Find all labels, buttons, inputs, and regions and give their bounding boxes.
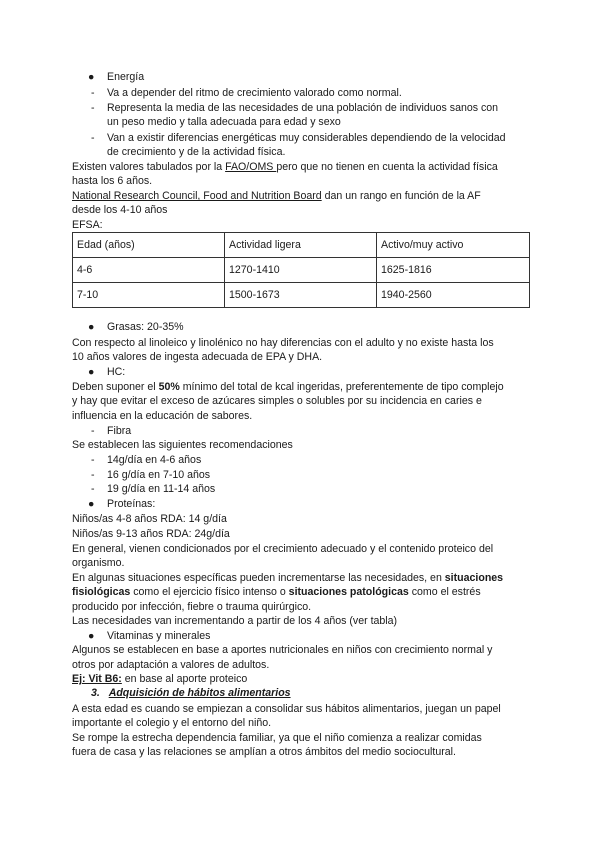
energy-table: [72, 232, 530, 308]
paragraph-line: desde los 4-10 años: [72, 204, 168, 216]
paragraph-line: Niños/as 9-13 años RDA: 24g/día: [72, 528, 230, 540]
table-header-cell: Edad (años): [73, 233, 225, 258]
paragraph-line: Se rompe la estrecha dependencia familiar, ya que el niño comienza a realizar comidas: [72, 732, 482, 744]
paragraph-line: [72, 160, 498, 174]
paragraph-line: otros por adaptación a valores de adultos.: [72, 659, 270, 671]
fibra-item: 16 g/día en 7-10 años: [107, 469, 211, 481]
bullet-dot: ●: [88, 498, 95, 510]
bullet-dot: ●: [88, 366, 95, 378]
paragraph-line: fuera de casa y las relaciones se amplían a otros ámbitos del medio sociocultural.: [72, 746, 456, 758]
paragraph-line: 10 años valores de ingesta adecuada de EPA y DHA.: [72, 351, 323, 363]
bold-text: situaciones: [444, 572, 504, 584]
paragraph-line: influencia en la educación de sabores.: [72, 410, 253, 422]
fibra-title: Fibra: [107, 425, 132, 437]
paragraph-line: Con respecto al linoleico y linolénico no hay diferencias con el adulto y no existe hasta los: [72, 337, 494, 349]
energia-item: Representa la media de las necesidades de una población de individuos sanos con: [107, 102, 499, 114]
text: en base al aporte proteico: [121, 673, 248, 685]
paragraph-line: Algunos se establecen en base a aportes nutricionales en niños con crecimiento normal y: [72, 644, 493, 656]
bullet-dot: ●: [88, 630, 95, 642]
hc-title: HC:: [107, 366, 126, 378]
dash-marker: -: [91, 87, 95, 99]
text: como el ejercicio físico intenso o: [130, 586, 289, 598]
table-cell: 1270-1410: [225, 258, 377, 283]
paragraph-line: producido por infección, fiebre o trauma quirúrgico.: [72, 601, 312, 613]
text: Existen valores tabulados por la: [72, 161, 226, 173]
section-title: Adquisición de hábitos alimentarios: [108, 687, 291, 699]
bold-text: fisiológicas: [72, 586, 131, 598]
efsa-label: EFSA:: [72, 219, 103, 231]
paragraph-line: [72, 585, 481, 599]
dash-marker: -: [91, 483, 95, 495]
paragraph-line: A esta edad es cuando se empiezan a consolidar sus hábitos alimentarios, juegan un papel: [72, 703, 501, 715]
table-header-cell: Activo/muy activo: [377, 233, 530, 258]
dash-marker: -: [91, 469, 95, 481]
energia-item: Va a depender del ritmo de crecimiento valorado como normal.: [107, 87, 402, 99]
text: como el estrés: [408, 586, 481, 598]
energia-title: Energía: [107, 71, 145, 83]
dash-marker: -: [91, 132, 95, 144]
dash-marker: -: [91, 454, 95, 466]
dash-marker: -: [91, 102, 95, 114]
paragraph-line: [72, 672, 247, 686]
paragraph-line: Niños/as 4-8 años RDA: 14 g/día: [72, 513, 227, 525]
paragraph-line: Se establecen las siguientes recomendaciones: [72, 439, 293, 451]
paragraph-line: hasta los 6 años.: [72, 175, 153, 187]
table-header-row: [73, 233, 530, 258]
paragraph-line: y hay que evitar el exceso de azúcares simples o solubles por su incidencia en caries e: [72, 395, 482, 407]
text: Deben suponer el: [72, 381, 159, 393]
fao-oms-link[interactable]: FAO/OMS: [225, 161, 277, 173]
section-number: 3.: [91, 687, 100, 699]
text: En algunas situaciones específicas pueden incrementarse las necesidades, en: [72, 572, 445, 584]
fibra-item: 14g/día en 4-6 años: [107, 454, 202, 466]
paragraph-line: organismo.: [72, 557, 125, 569]
table-row: [73, 283, 530, 308]
paragraph-line: En general, vienen condicionados por el crecimiento adecuado y el contenido proteico del: [72, 543, 494, 555]
dash-marker: -: [91, 425, 95, 437]
table-cell: 7-10: [73, 283, 225, 308]
grasas-title: Grasas: 20-35%: [107, 321, 184, 333]
table-cell: 1940-2560: [377, 283, 530, 308]
paragraph-line: [72, 189, 481, 203]
fibra-item: 19 g/día en 11-14 años: [107, 483, 216, 495]
text: pero que no tienen en cuenta la actividad física: [276, 161, 498, 173]
paragraph-line: [72, 380, 504, 394]
vitaminas-title: Vitaminas y minerales: [107, 630, 211, 642]
table-header-cell: Actividad ligera: [225, 233, 377, 258]
energia-item: de crecimiento y de la actividad física.: [107, 146, 286, 158]
energia-item: un peso medio y talla adecuada para edad y sexo: [107, 116, 341, 128]
paragraph-line: Las necesidades van incrementando a partir de los 4 años (ver tabla): [72, 615, 398, 627]
bold-text: situaciones patológicas: [288, 586, 409, 598]
section-heading: [91, 686, 291, 700]
proteinas-title: Proteínas:: [107, 498, 156, 510]
table-cell: 1625-1816: [377, 258, 530, 283]
table-cell: 4-6: [73, 258, 225, 283]
bullet-dot: ●: [88, 71, 95, 83]
bold-text: Ej: Vit B6:: [72, 673, 122, 685]
table-cell: 1500-1673: [225, 283, 377, 308]
text: mínimo del total de kcal ingeridas, preferentemente de tipo complejo: [179, 381, 504, 393]
table-row: [73, 258, 530, 283]
nrc-link[interactable]: National Research Council, Food and Nutrition Board: [72, 190, 322, 202]
text: dan un rango en función de la AF: [321, 190, 481, 202]
energia-item: Van a existir diferencias energéticas muy considerables dependiendo de la velocidad: [107, 132, 506, 144]
bullet-dot: ●: [88, 321, 95, 333]
bold-text: 50%: [158, 381, 180, 393]
paragraph-line: importante el colegio y el entorno del niño.: [72, 717, 272, 729]
paragraph-line: [72, 571, 503, 585]
